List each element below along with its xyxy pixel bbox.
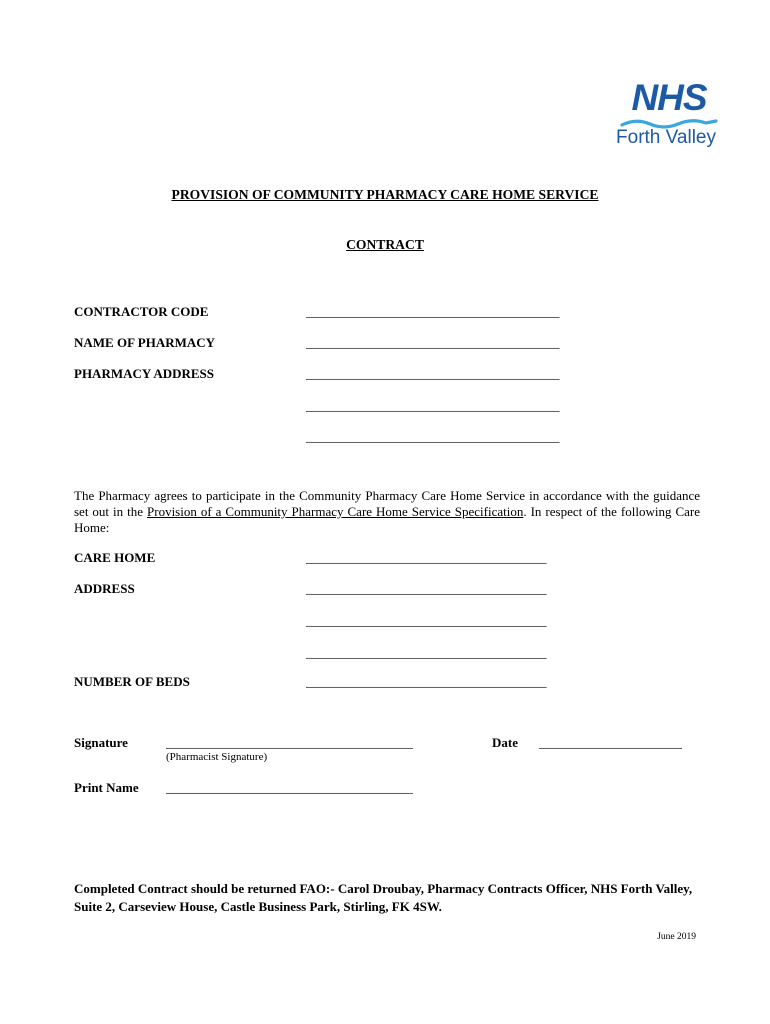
document-subtitle: CONTRACT — [346, 237, 424, 252]
signature-field[interactable]: ______________________________________ — [166, 735, 413, 750]
signature-label: Signature — [74, 735, 128, 750]
agreement-text-start: The Pharmacy agrees to participate in the Community Pharmacy Care Home Service in accordance with the guidance set out in the — [74, 488, 700, 519]
agreement-text-end: . In respect of the following Care Home: — [74, 504, 700, 535]
number-of-beds-field[interactable]: _____________________________________ — [306, 674, 547, 689]
print-name-label: Print Name — [74, 780, 139, 795]
care-home-address-field-3[interactable]: _____________________________________ — [306, 645, 547, 660]
care-home-field[interactable]: _____________________________________ — [306, 550, 547, 565]
print-name-field[interactable]: ______________________________________ — [166, 780, 413, 795]
signature-note: (Pharmacist Signature) — [166, 751, 268, 763]
pharmacy-address-field-1[interactable]: _______________________________________ — [306, 366, 560, 381]
pharmacy-address-field-3[interactable]: _______________________________________ — [306, 429, 560, 444]
logo-forth-valley-text: Forth Valley — [616, 127, 716, 148]
number-of-beds-label: NUMBER OF BEDS — [74, 674, 190, 689]
care-home-address-field-1[interactable]: _____________________________________ — [306, 581, 547, 596]
care-home-label: CARE HOME — [74, 550, 156, 565]
care-home-address-field-2[interactable]: _____________________________________ — [306, 613, 547, 628]
pharmacy-name-label: NAME OF PHARMACY — [74, 335, 216, 350]
document-title: PROVISION OF COMMUNITY PHARMACY CARE HOME SERVICE — [171, 187, 599, 202]
care-home-address-label: ADDRESS — [74, 581, 135, 596]
pharmacy-address-label: PHARMACY ADDRESS — [74, 366, 214, 381]
agreement-paragraph — [74, 488, 700, 536]
nhs-forth-valley-logo — [612, 78, 716, 156]
date-field[interactable]: ______________________ — [539, 735, 682, 750]
contractor-code-field[interactable]: _______________________________________ — [306, 304, 560, 319]
date-label: Date — [492, 735, 518, 750]
pharmacy-name-field[interactable]: _______________________________________ — [306, 335, 560, 350]
document-date: June 2019 — [657, 932, 696, 942]
return-instructions: Completed Contract should be returned FAO:- Carol Droubay, Pharmacy Contracts Officer, NHS Forth Valley, Suite 2, Carseview House, Castle Business Park, Stirling, FK 4SW. — [74, 881, 693, 914]
contractor-code-label: CONTRACTOR CODE — [74, 304, 209, 319]
pharmacy-address-field-2[interactable]: _______________________________________ — [306, 398, 560, 413]
specification-link[interactable]: Provision of a Community Pharmacy Care Home Service Specification — [147, 504, 524, 519]
logo-nhs-text: NHS — [631, 77, 707, 118]
